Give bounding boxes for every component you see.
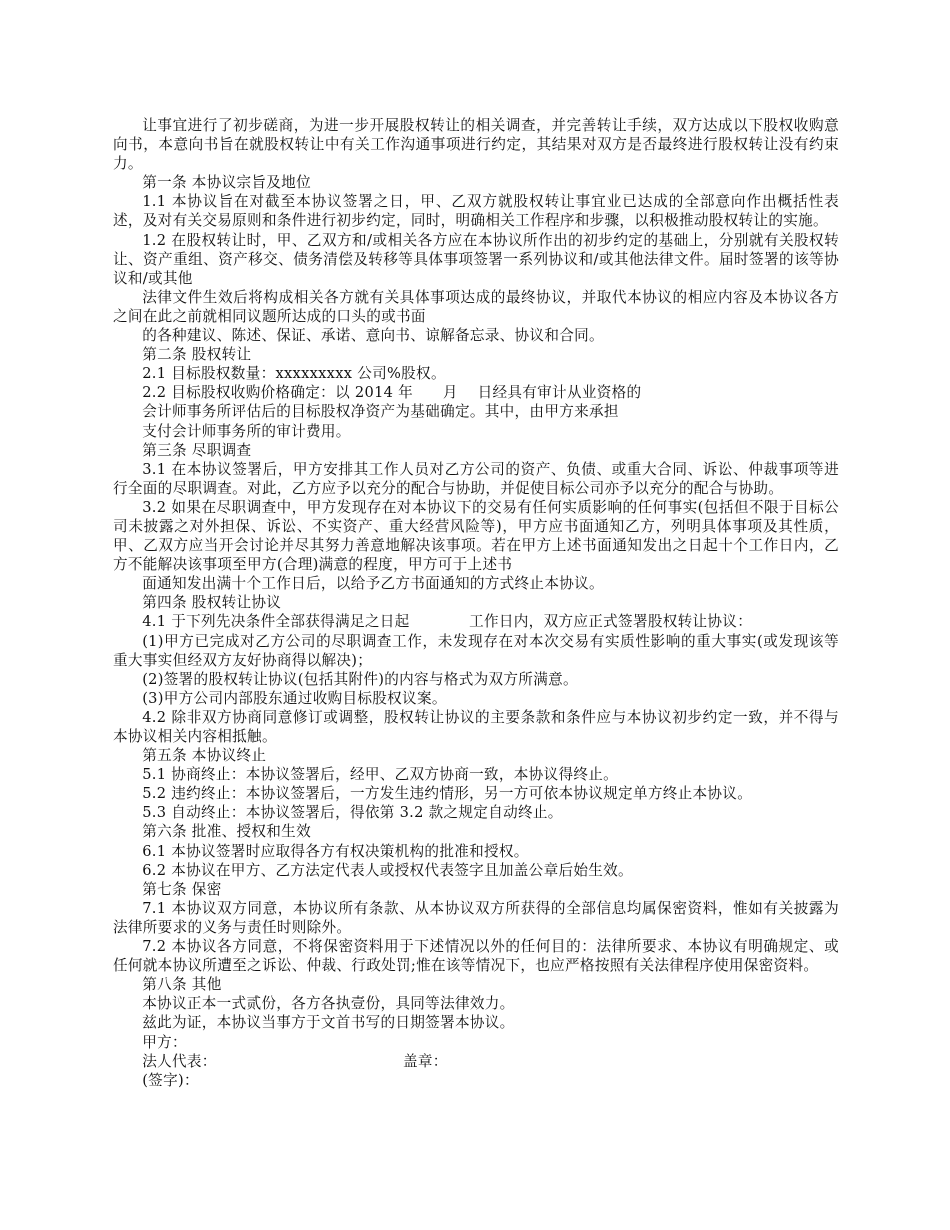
clause-3-2: 3.2 如果在尽职调查中，甲方发现存在对本协议下的交易有任何实质影响的任何事实(包括但不限于目标公司未披露之对外担保、诉讼、不实资产、重大经营风险等)，甲方应书面通知乙方，列明具体事项及其性质，甲、乙双方应当开会讨论并尽其努力善意地解决该事项。若在甲方上述书面通知发出之日起十个工作日内，乙方不能解决该事项至甲方(合理)满意的程度，甲方可于上述书 <box>113 498 839 574</box>
clause-2-2-continued: 会计师事务所评估后的目标股权净资产为基础确定。其中，由甲方来承担 <box>142 403 619 421</box>
condition-2: (2)签署的股权转让协议(包括其附件)的内容与格式为双方所满意。 <box>142 670 578 688</box>
clause-2-1: 2.1 目标股权数量：xxxxxxxxx 公司%股权。 <box>142 365 446 383</box>
party-a-label: 甲方： <box>142 1033 187 1051</box>
clause-3-1: 3.1 在本协议签署后，甲方安排其工作人员对乙方公司的资产、负债、或重大合同、诉讼、仲裁事项等进行全面的尽职调查。对此，乙方应予以充分的配合与协助，并促使目标公司亦予以充分的配合与协助。 <box>113 460 839 497</box>
clause-1-2-continued: 法律文件生效后将构成相关各方就有关具体事项达成的最终协议，并取代本协议的相应内容及本协议各方之间在此之前就相同议题所达成的口头的或书面 <box>113 288 839 325</box>
copies-clause: 本协议正本一式贰份，各方各执壹份，具同等法律效力。 <box>142 995 515 1013</box>
clause-2-2-continued-2: 支付会计师事务所的审计费用。 <box>142 422 351 440</box>
witness-clause: 兹此为证，本协议当事方于文首书写的日期签署本协议。 <box>142 1014 515 1032</box>
clause-7-2: 7.2 本协议各方同意，不将保密资料用于下述情况以外的任何目的：法律所要求、本协议有明确规定、或任何就本协议所遭至之诉讼、仲裁、行政处罚;惟在该等情况下，也应严格按照有关法律程序使用保密资料。 <box>113 938 839 975</box>
article-6-heading: 第六条 批准、授权和生效 <box>142 823 311 841</box>
clause-5-2: 5.2 违约终止：本协议签署后，一方发生违约情形，另一方可依本协议规定单方终止本协议。 <box>142 785 753 803</box>
clause-5-3: 5.3 自动终止：本协议签署后，得依第 3.2 款之规定自动终止。 <box>142 804 563 822</box>
clause-5-1: 5.1 协商终止：本协议签署后，经甲、乙双方协商一致，本协议得终止。 <box>142 766 619 784</box>
condition-3: (3)甲方公司内部股东通过收购目标股权议案。 <box>142 689 447 707</box>
article-4-heading: 第四条 股权转让协议 <box>142 594 282 612</box>
clause-1-2-continued-2: 的各种建议、陈述、保证、承诺、意向书、谅解备忘录、协议和合同。 <box>142 327 604 345</box>
clause-4-2: 4.2 除非双方协商同意修订或调整，股权转让协议的主要条款和条件应与本协议初步约定一致，并不得与本协议相关内容相抵触。 <box>113 708 839 745</box>
article-3-heading: 第三条 尽职调查 <box>142 441 252 459</box>
clause-1-1: 1.1 本协议旨在对截至本协议签署之日，甲、乙双方就股权转让事宜业已达成的全部意向作出概括性表述，及对有关交易原则和条件进行初步约定，同时，明确相关工作程序和步骤，以积极推动股权转让的实施。 <box>113 193 839 230</box>
article-7-heading: 第七条 保密 <box>142 880 222 898</box>
document-body <box>113 116 839 1090</box>
clause-3-2-continued: 面通知发出满十个工作日后，以给予乙方书面通知的方式终止本协议。 <box>142 575 604 593</box>
signature-label: (签字)： <box>142 1071 199 1089</box>
clause-6-2: 6.2 本协议在甲方、乙方法定代表人或授权代表签字且加盖公章后始生效。 <box>142 861 633 879</box>
article-2-heading: 第二条 股权转让 <box>142 346 252 364</box>
clause-6-1: 6.1 本协议签署时应取得各方有权决策机构的批准和授权。 <box>142 842 529 860</box>
intro-paragraph: 让事宜进行了初步磋商，为进一步开展股权转让的相关调查，并完善转让手续，双方达成以下股权收购意向书，本意向书旨在就股权转让中有关工作沟通事项进行约定，其结果对双方是否最终进行股权转让没有约束力。 <box>113 117 839 173</box>
article-5-heading: 第五条 本协议终止 <box>142 747 267 765</box>
article-8-heading: 第八条 其他 <box>142 976 222 994</box>
condition-1: (1)甲方已完成对乙方公司的尽职调查工作，未发现存在对本次交易有实质性影响的重大事实(或发现该等重大事实但经双方友好协商得以解决)； <box>113 632 839 669</box>
clause-7-1: 7.1 本协议双方同意，本协议所有条款、从本协议双方所获得的全部信息均属保密资料，惟如有关披露为法律所要求的义务与责任时则除外。 <box>113 899 839 936</box>
clause-1-2: 1.2 在股权转让时，甲、乙双方和/或相关各方应在本协议所作出的初步约定的基础上，分别就有关股权转让、资产重组、资产移交、债务清偿及转移等具体事项签署一系列协议和/或其他法律文件。届时签署的该等协议和/或其他 <box>113 231 839 287</box>
clause-2-2: 2.2 目标股权收购价格确定：以 2014 年 月 日经具有审计从业资格的 <box>142 384 642 402</box>
clause-4-1: 4.1 于下列先决条件全部获得满足之日起 工作日内，双方应正式签署股权转让协议： <box>142 613 753 631</box>
legal-rep-seal-line: 法人代表： 盖章： <box>142 1052 448 1070</box>
article-1-heading: 第一条 本协议宗旨及地位 <box>142 174 311 192</box>
